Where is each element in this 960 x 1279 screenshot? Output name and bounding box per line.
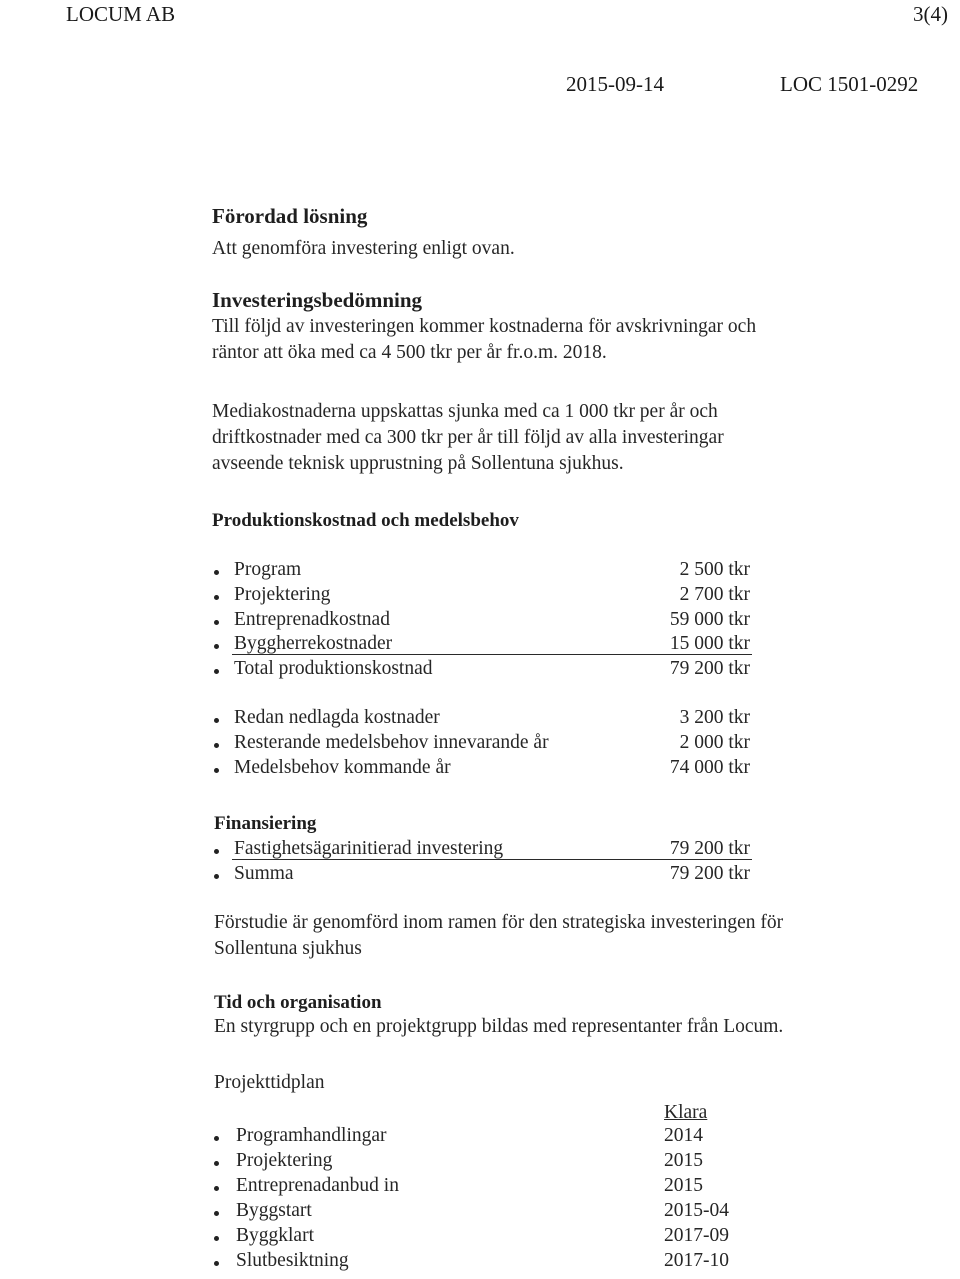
list-item-value: 79 200 tkr	[669, 658, 750, 679]
list-item-label: Entreprenadanbud in	[236, 1175, 399, 1196]
list-item	[212, 1225, 752, 1250]
investering-para2-line3: avseende teknisk upprustning på Sollentuna sjukhus.	[212, 453, 624, 474]
list-item-value: 2017-09	[664, 1225, 729, 1246]
list-item	[212, 707, 752, 732]
list-item	[212, 732, 752, 757]
list-item	[212, 1200, 752, 1225]
list-item-label: Projektering	[236, 1150, 333, 1171]
list-item	[212, 559, 752, 584]
list-item-value: 2 700 tkr	[679, 584, 750, 605]
page-number: 3(4)	[913, 2, 948, 26]
list-item-value: 3 200 tkr	[679, 707, 750, 728]
list-item	[212, 584, 752, 609]
list-item	[212, 757, 752, 782]
list-item-value: 2 500 tkr	[679, 559, 750, 580]
list-item-value: 15 000 tkr	[669, 633, 750, 654]
list-item-label: Programhandlingar	[236, 1125, 387, 1146]
list-item-value: 2017-10	[664, 1250, 729, 1271]
document-reference: LOC 1501-0292	[780, 72, 919, 96]
list-item-label: Entreprenadkostnad	[234, 609, 390, 630]
section-title-forordad: Förordad lösning	[212, 204, 368, 228]
forordad-text: Att genomföra investering enligt ovan.	[212, 238, 515, 259]
list-item-value: 2015-04	[664, 1200, 729, 1221]
list-item-value: 74 000 tkr	[669, 757, 750, 778]
list-item-label: Byggklart	[236, 1225, 314, 1246]
tidplan-column-header: Klara	[664, 1102, 708, 1123]
section-title-investering: Investeringsbedömning	[212, 288, 423, 312]
company-name: LOCUM AB	[66, 2, 176, 26]
list-item-label: Total produktionskostnad	[234, 658, 433, 679]
section-title-tid: Tid och organisation	[214, 992, 382, 1013]
list-item-label: Redan nedlagda kostnader	[234, 707, 440, 728]
list-item-label: Program	[234, 559, 302, 580]
list-item-value: 59 000 tkr	[669, 609, 750, 630]
list-item-label: Byggherrekostnader	[234, 633, 393, 654]
list-item-value: 2 000 tkr	[679, 732, 750, 753]
list-item-total	[212, 863, 752, 888]
tidplan-title: Projekttidplan	[214, 1072, 325, 1093]
forstudie-line1: Förstudie är genomförd inom ramen för den strategiska investeringen för	[214, 912, 784, 933]
section-title-produktion: Produktionskostnad och medelsbehov	[212, 510, 519, 531]
investering-para2-line2: driftkostnader med ca 300 tkr per år till följd av alla investeringar	[212, 427, 724, 448]
investering-para2-line1: Mediakostnaderna uppskattas sjunka med ca 1 000 tkr per år och	[212, 401, 718, 422]
list-item	[212, 1150, 752, 1175]
forstudie-line2: Sollentuna sjukhus	[214, 938, 362, 959]
list-item-value: 2014	[664, 1125, 703, 1146]
tid-text: En styrgrupp och en projektgrupp bildas med representanter från Locum.	[214, 1016, 784, 1037]
investering-para1-line2: räntor att öka med ca 4 500 tkr per år fr.o.m. 2018.	[212, 342, 607, 363]
list-item-label: Byggstart	[236, 1200, 312, 1221]
list-item-label: Medelsbehov kommande år	[234, 757, 451, 778]
list-item-value: 79 200 tkr	[669, 863, 750, 884]
document-date: 2015-09-14	[566, 72, 664, 96]
list-item-label: Projektering	[234, 584, 331, 605]
list-item-value: 79 200 tkr	[669, 838, 750, 859]
list-item-total	[212, 658, 752, 683]
section-title-finansiering: Finansiering	[214, 813, 317, 834]
list-item	[212, 633, 752, 658]
list-item	[212, 1125, 752, 1150]
list-item	[212, 1250, 752, 1275]
list-item	[212, 838, 752, 863]
list-item	[212, 1175, 752, 1200]
list-item-label: Fastighetsägarinitierad investering	[234, 838, 504, 859]
investering-para1-line1: Till följd av investeringen kommer kostnaderna för avskrivningar och	[212, 316, 757, 337]
list-item-label: Slutbesiktning	[236, 1250, 349, 1271]
list-item-value: 2015	[664, 1175, 703, 1196]
list-item	[212, 609, 752, 634]
list-item-value: 2015	[664, 1150, 703, 1171]
list-item-label: Resterande medelsbehov innevarande år	[234, 732, 549, 753]
list-item-label: Summa	[234, 863, 294, 884]
